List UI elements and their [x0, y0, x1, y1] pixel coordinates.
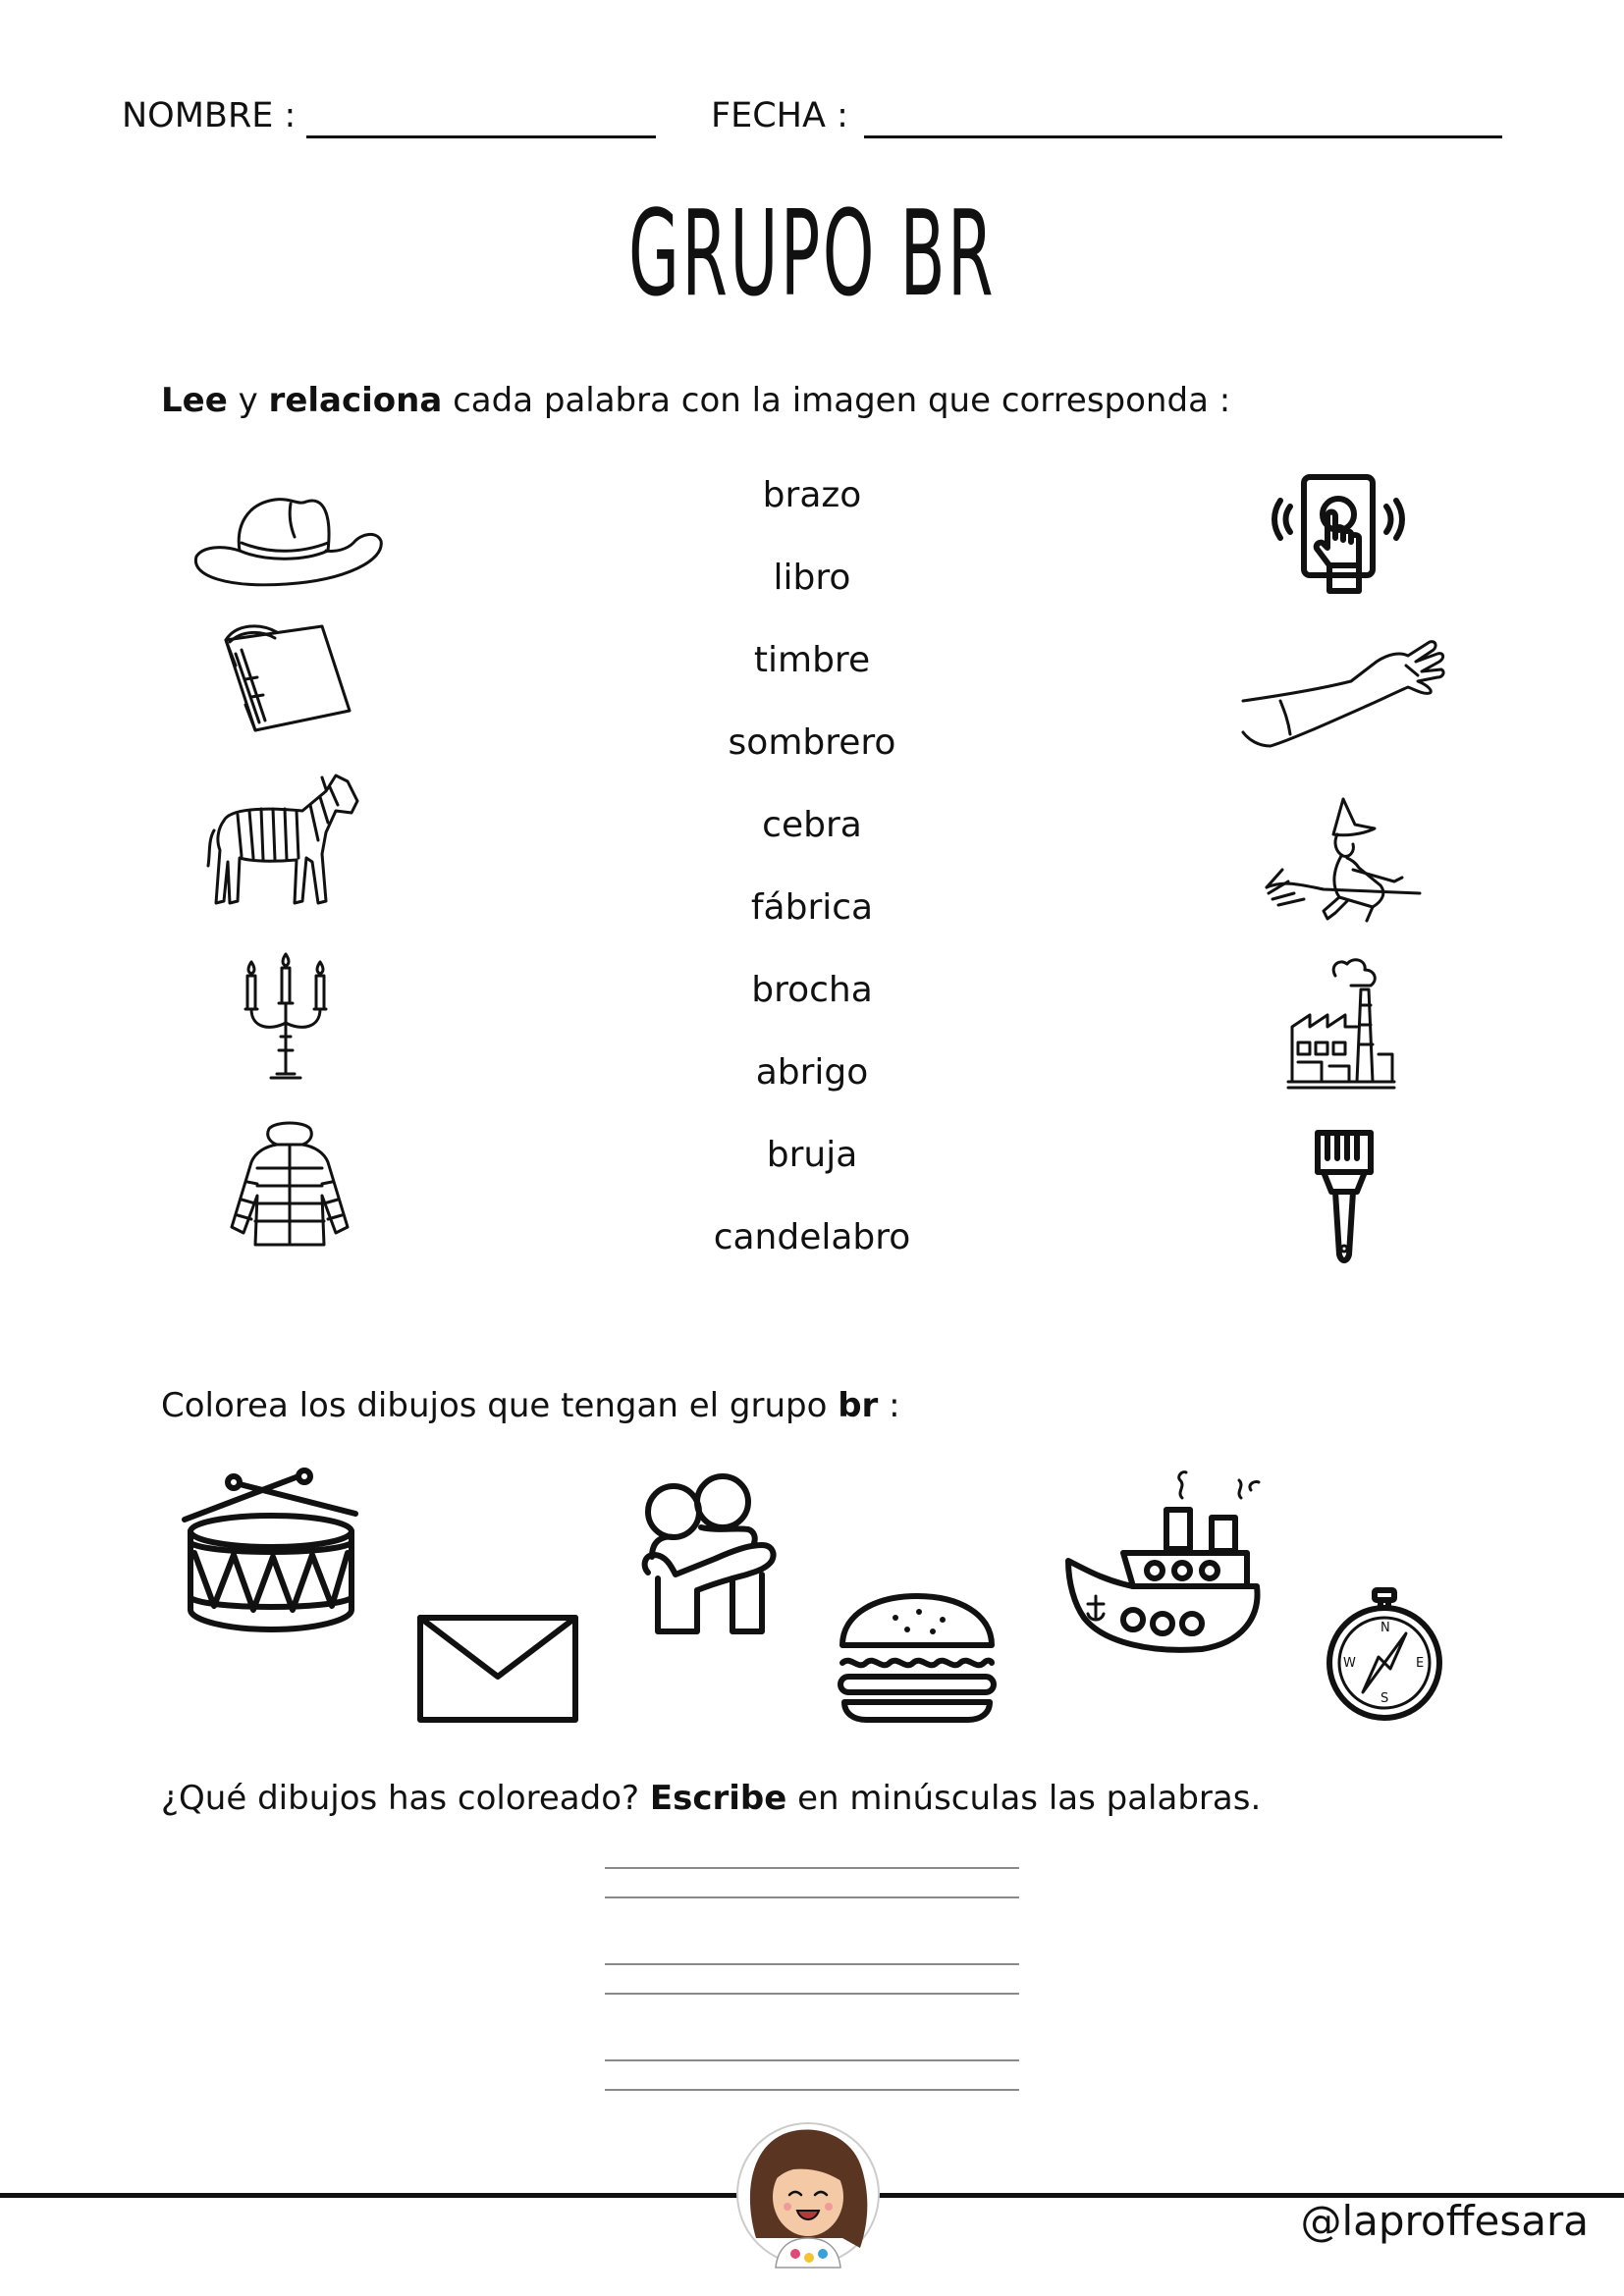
footer-handle: @laproffesara: [1300, 2197, 1589, 2245]
ship-icon: [1064, 1470, 1271, 1665]
answer-line-1[interactable]: [605, 1867, 1019, 1869]
compass-letter-n: N: [1380, 1621, 1390, 1635]
hug-icon: [638, 1472, 780, 1635]
fecha-label: FECHA :: [711, 96, 848, 135]
factory-icon: [1286, 956, 1396, 1094]
word-timbre: timbre: [753, 640, 871, 680]
section3-instruction: [161, 1779, 1261, 1818]
doorbell-icon: [1265, 471, 1412, 599]
instruction3-bold-escribe: Escribe: [649, 1779, 787, 1818]
instruction2-bold-br: br: [838, 1386, 879, 1425]
instruction3-text: ¿Qué dibujos has coloreado?: [161, 1779, 650, 1818]
compass-icon: [1326, 1586, 1443, 1724]
answer-line-6[interactable]: [605, 2089, 1019, 2091]
nombre-label: NOMBRE :: [122, 96, 297, 135]
word-libro: libro: [773, 558, 851, 598]
instruction3-rest: en minúsculas las palabras.: [786, 1779, 1262, 1818]
book-icon: [216, 620, 353, 738]
section1-instruction: [161, 381, 1230, 420]
hamburger-icon: [837, 1592, 998, 1724]
compass-letter-e: E: [1416, 1656, 1425, 1671]
word-cebra: cebra: [762, 805, 862, 845]
word-fabrica: fábrica: [750, 887, 874, 928]
section2-instruction: [161, 1386, 900, 1425]
envelope-icon: [416, 1614, 579, 1724]
instruction-bold-lee: Lee: [161, 381, 228, 420]
answer-line-2[interactable]: [605, 1896, 1019, 1898]
word-brocha: brocha: [751, 970, 873, 1010]
instruction-text-y: y: [227, 381, 269, 420]
compass-letter-s: S: [1380, 1691, 1389, 1706]
word-brazo: brazo: [762, 475, 862, 515]
coat-icon: [226, 1119, 353, 1256]
compass-letter-w: W: [1343, 1656, 1356, 1671]
hat-icon: [189, 486, 385, 589]
instruction-text-rest: cada palabra con la imagen que corresponda :: [442, 381, 1231, 420]
word-candelabro: candelabro: [713, 1217, 911, 1257]
candelabra-icon: [242, 948, 330, 1086]
answer-line-4[interactable]: [605, 1993, 1019, 1995]
paintbrush-icon: [1312, 1129, 1377, 1266]
zebra-icon: [204, 772, 365, 911]
drum-icon: [181, 1472, 359, 1635]
instruction-bold-relaciona: relaciona: [268, 381, 443, 420]
word-bruja: bruja: [766, 1135, 858, 1175]
instruction2-text: Colorea los dibujos que tengan el grupo: [161, 1386, 839, 1425]
fecha-field[interactable]: [864, 135, 1502, 138]
witch-icon: [1265, 791, 1426, 925]
word-abrigo: abrigo: [755, 1052, 869, 1093]
answer-line-5[interactable]: [605, 2059, 1019, 2061]
answer-line-3[interactable]: [605, 1963, 1019, 1965]
page-title: GRUPO BR: [628, 187, 996, 323]
nombre-field[interactable]: [306, 135, 656, 138]
word-sombrero: sombrero: [728, 722, 896, 763]
instruction2-colon: :: [878, 1386, 900, 1425]
arm-icon: [1241, 632, 1447, 750]
avatar: [734, 2120, 882, 2268]
